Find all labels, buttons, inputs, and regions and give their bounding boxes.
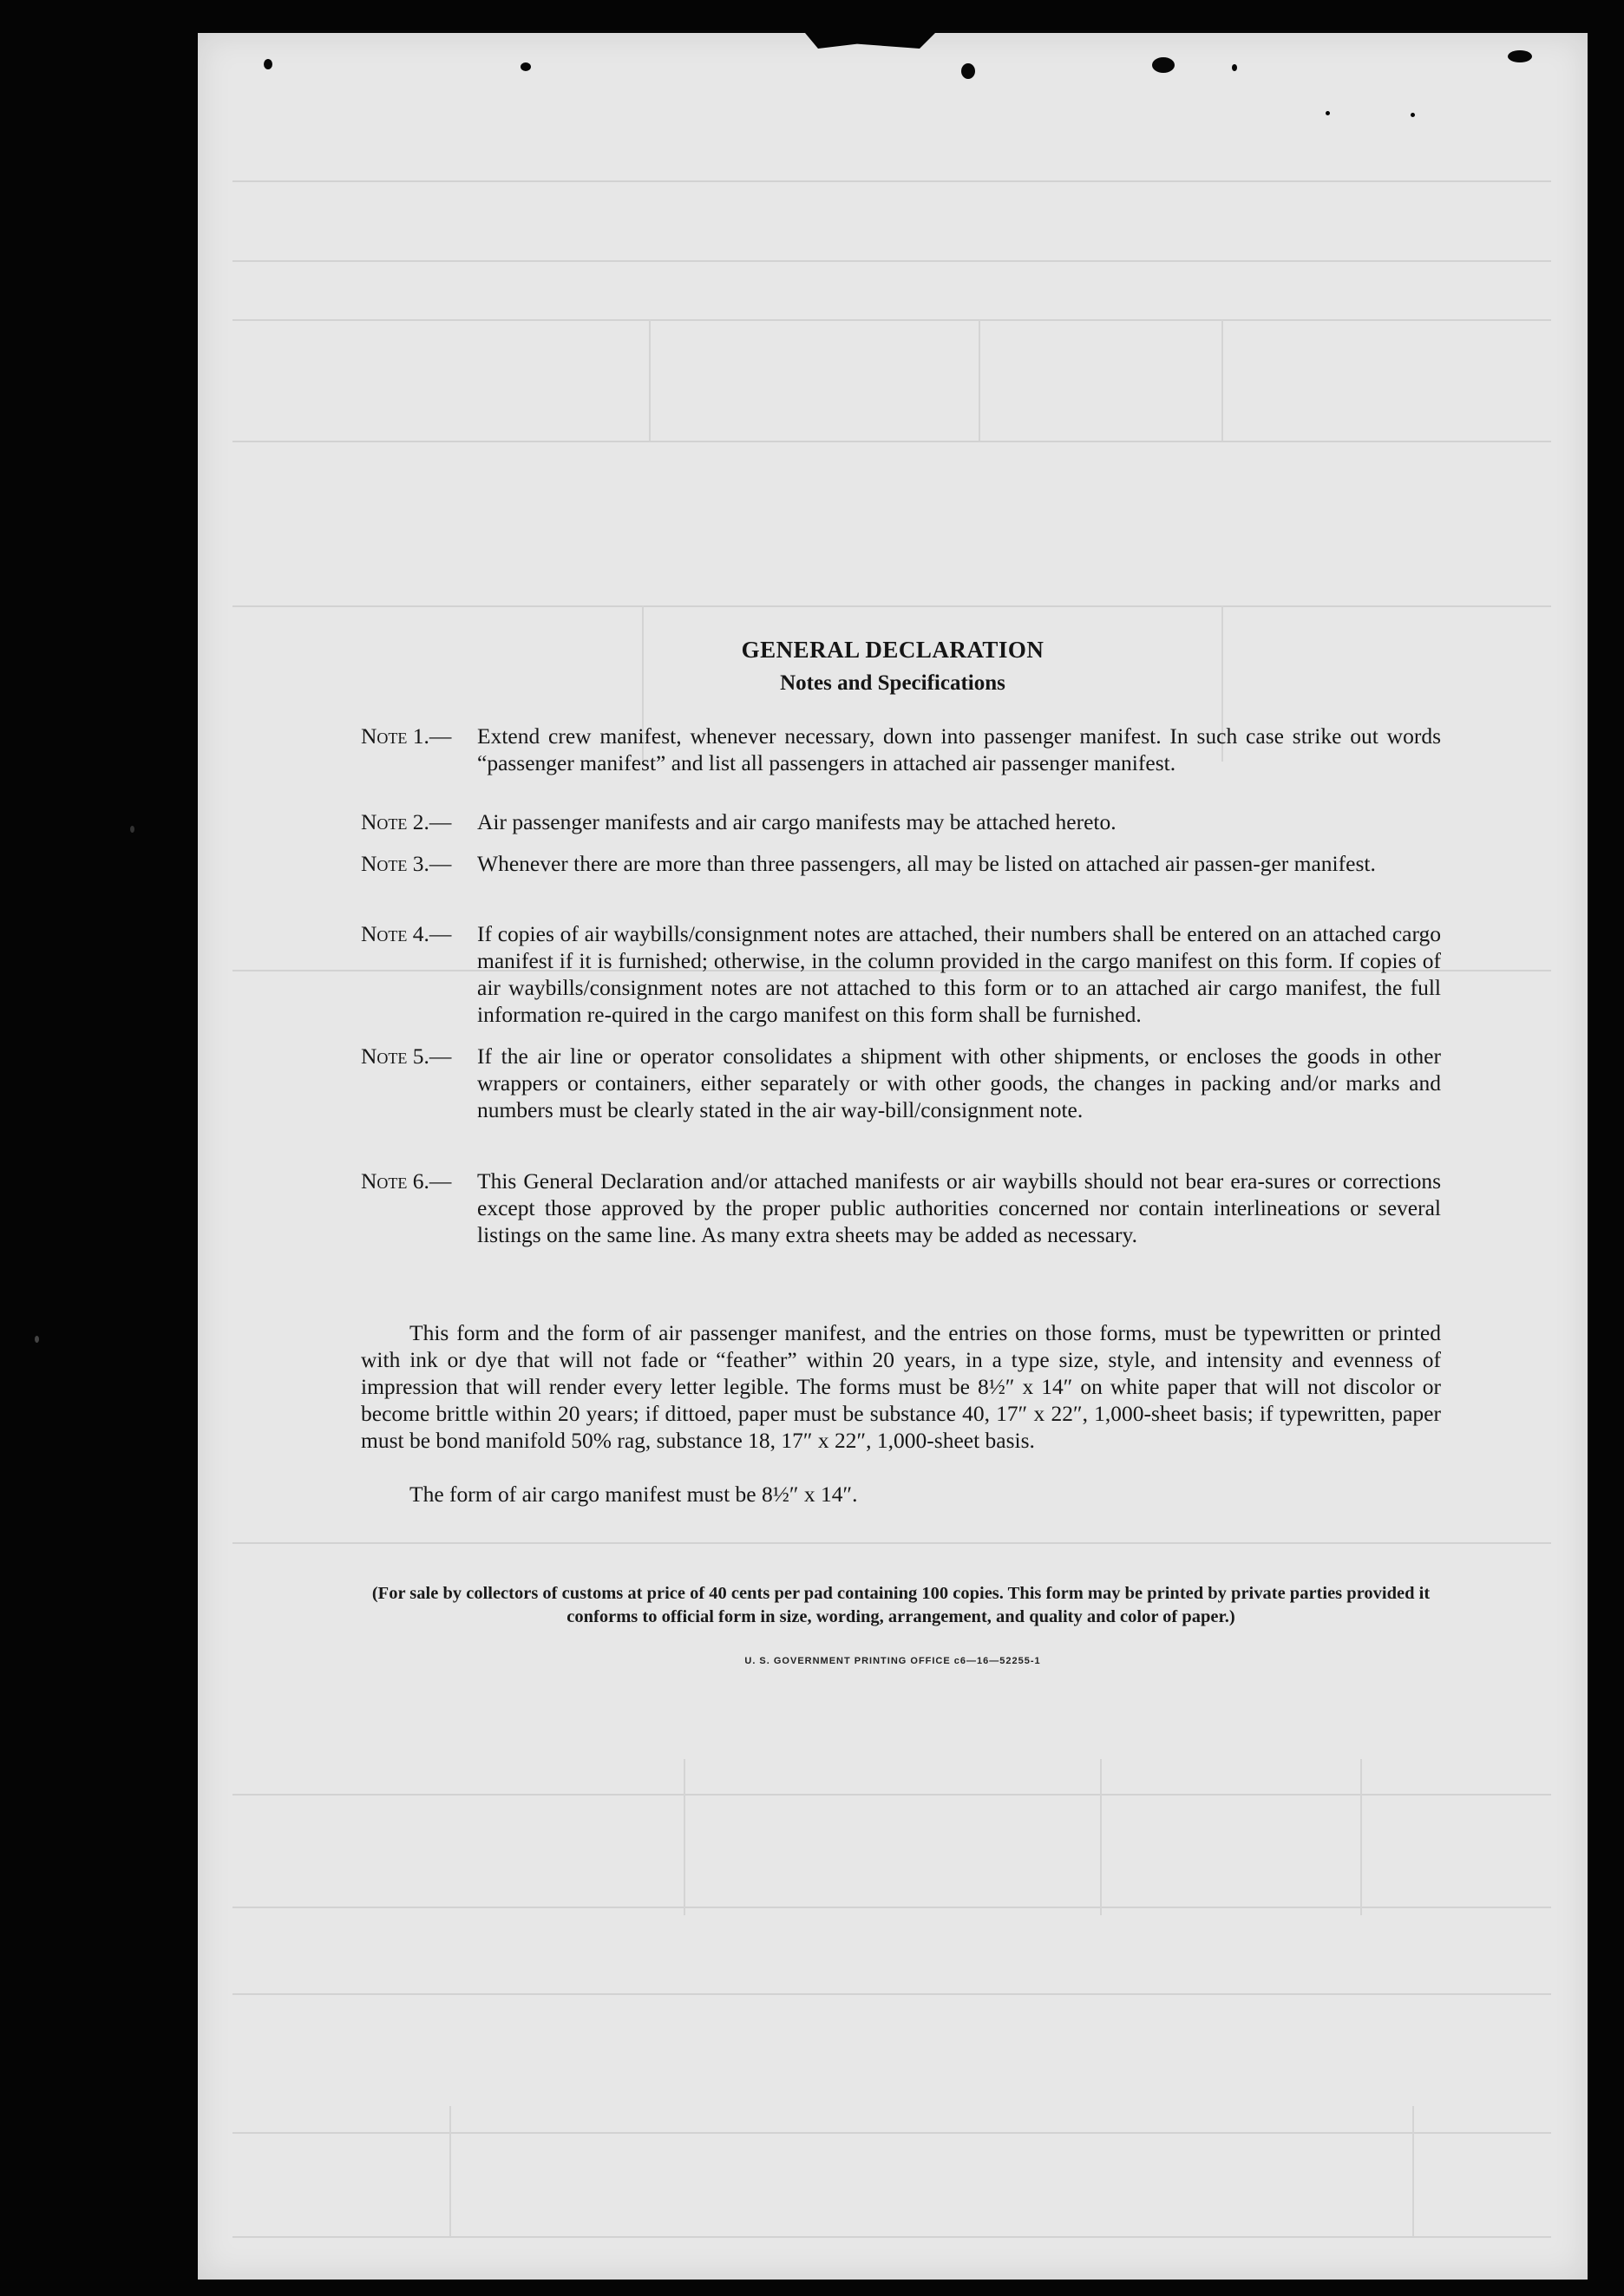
- note-label: Note 6.—: [361, 1168, 452, 1194]
- note-text: If copies of air waybills/consignment notes are attached, their numbers shall be entered on an attached cargo manifest if it is furnished; otherwise, in the column provided in the cargo manifest on this form. If copies of air waybills/consignment notes are not attached to this form or to an attached air cargo manifest, the full information re-quired in the cargo manifest on this form shall be furnished.: [477, 921, 1441, 1027]
- paragraph-text: This form and the form of air passenger manifest, and the entries on those forms, must be typewritten or printed with ink or dye that will not fade or “feather” within 20 years, in a type size, style, and intensity and evenness of impression that will render every letter legible. The forms must be 8½″ x 14″ on white paper that will not discolor or become brittle within 20 years; if dittoed, paper must be substance 40, 17″ x 22″, 1,000-sheet basis; if typewritten, paper must be bond manifold 50% rag, substance 18, 17″ x 22″, 1,000-sheet basis.: [361, 1320, 1441, 1453]
- note-1: [361, 723, 1441, 776]
- note-label: Note 4.—: [361, 921, 452, 946]
- cargo-manifest-size-line: The form of air cargo manifest must be 8½″ x 14″.: [409, 1482, 858, 1507]
- ink-speck: [130, 826, 134, 833]
- specification-paragraph: [361, 1319, 1441, 1454]
- document-page: [198, 33, 1588, 2280]
- note-label: Note 3.—: [361, 851, 452, 876]
- sale-notice: (For sale by collectors of customs at price of 40 cents per pad containing 100 copies. This form may be printed by private parties provided it conforms to official form in size, wording, arrangement, and quality and color of paper.): [371, 1584, 1431, 1626]
- document-title: GENERAL DECLARATION: [741, 637, 1044, 663]
- note-label: Note 5.—: [361, 1043, 452, 1069]
- note-text: Extend crew manifest, whenever necessary, down into passenger manifest. In such case strike out words “passenger manifest” and list all passengers in attached air passenger manifest.: [477, 723, 1441, 775]
- note-5: [361, 1043, 1441, 1123]
- note-6: [361, 1168, 1441, 1248]
- note-text: If the air line or operator consolidates a shipment with other shipments, or encloses the goods in other wrappers or containers, either separately or with other goods, the changes in packing and/or marks and numbers must be clearly stated in the air way-bill/consignment note.: [477, 1043, 1441, 1122]
- note-label: Note 1.—: [361, 723, 452, 749]
- note-4: [361, 920, 1441, 1028]
- note-text: This General Declaration and/or attached manifests or air waybills should not bear era-sures or corrections except those approved by the proper public authorities concerned nor contain interlineations or several listings on the same line. As many extra sheets may be added as necessary.: [477, 1168, 1441, 1247]
- note-label: Note 2.—: [361, 809, 452, 834]
- note-text: Whenever there are more than three passengers, all may be listed on attached air passen-ger manifest.: [477, 851, 1376, 876]
- document-subtitle: Notes and Specifications: [780, 671, 1005, 695]
- note-3: [361, 850, 1441, 877]
- note-2: [361, 808, 1441, 835]
- ink-speck: [35, 1336, 39, 1343]
- note-text: Air passenger manifests and air cargo manifests may be attached hereto.: [477, 809, 1116, 834]
- printing-office-imprint: U. S. GOVERNMENT PRINTING OFFICE c6—16—52255-1: [744, 1656, 1041, 1666]
